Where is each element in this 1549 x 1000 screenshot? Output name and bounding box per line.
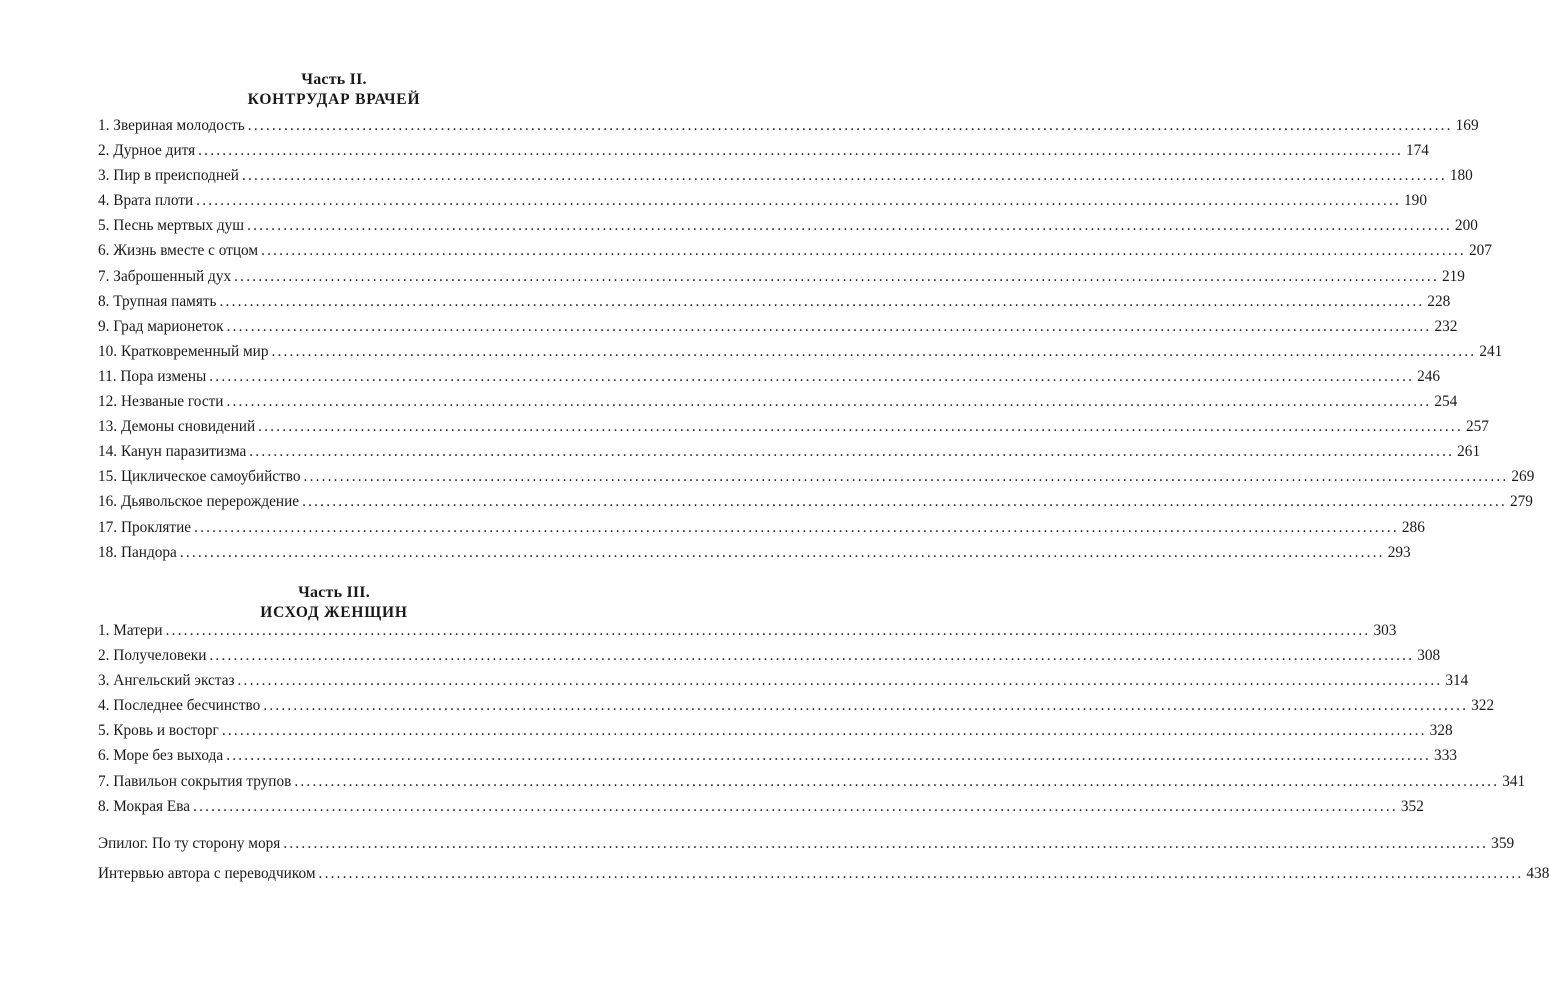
- toc-entry-title: 2. Дурное дитя: [98, 142, 196, 160]
- toc-row: [98, 418, 1489, 443]
- toc-row: [98, 772, 1526, 798]
- toc-dot-leader: ........................................................................................................................................................................................................: [258, 418, 1463, 436]
- toc-entry-title: 4. Последнее бесчинство: [98, 697, 261, 715]
- toc-dot-leader: ........................................................................................................................................................................................................: [209, 647, 1415, 665]
- part-3-label: Часть III.: [298, 584, 370, 601]
- toc-dot-leader: ........................................................................................................................................................................................................: [261, 242, 1466, 260]
- toc-entry-page: 207: [1468, 242, 1492, 260]
- toc-entry-page: 254: [1434, 393, 1458, 411]
- toc-entry-title: 1. Звериная молодость: [98, 117, 245, 134]
- toc-entry-title: 7. Павильон сокрытия трупов: [98, 772, 292, 790]
- toc-entry-title: 14. Канун паразитизма: [98, 443, 247, 461]
- toc-entry-page: 261: [1457, 443, 1481, 461]
- toc-entry-title: 8. Трупная память: [98, 292, 217, 310]
- toc-entry-page: 257: [1465, 418, 1489, 436]
- toc-row: [98, 142, 1429, 167]
- toc-entry-page: 322: [1471, 697, 1495, 715]
- toc-entry-title: 10. Кратковременный мир: [98, 342, 269, 360]
- toc-entry-page: 180: [1449, 167, 1473, 185]
- toc-row: [98, 317, 1458, 343]
- toc-entry-title: 5. Кровь и восторг: [98, 722, 219, 740]
- toc-dot-leader: ........................................................................................................................................................................................................: [219, 292, 1425, 310]
- toc-entry-page: 333: [1434, 747, 1457, 765]
- toc-entry-title: 16. Дьявольское перерождение: [98, 493, 300, 511]
- toc-row: [98, 518, 1425, 544]
- toc-entry-page: 341: [1502, 772, 1526, 790]
- toc-row: [98, 192, 1427, 217]
- toc-dot-leader: ........................................................................................................................................................................................................: [196, 192, 1402, 210]
- toc-entry-page: 241: [1479, 342, 1503, 360]
- toc-entry-title: Интервью автора с переводчиком: [98, 865, 316, 882]
- toc-entry-page: 293: [1387, 543, 1411, 561]
- toc-row: [98, 443, 1481, 468]
- toc-dot-leader: ........................................................................................................................................................................................................: [318, 865, 1524, 882]
- toc-dot-leader: ........................................................................................................................................................................................................: [242, 167, 1447, 185]
- toc-dot-leader: ........................................................................................................................................................................................................: [249, 443, 1455, 461]
- toc-row: [98, 722, 1453, 747]
- part-2-heading: [98, 70, 570, 110]
- toc-row: [98, 242, 1492, 267]
- part-3-heading: [98, 583, 570, 623]
- toc-dot-leader: ........................................................................................................................................................................................................: [226, 317, 1432, 335]
- toc-entry-page: 359: [1491, 835, 1515, 852]
- toc-dot-leader: ........................................................................................................................................................................................................: [263, 697, 1469, 715]
- toc-entry-title: 15. Циклическое самоубийство: [98, 468, 301, 486]
- toc-entry-title: 9. Град марионеток: [98, 317, 224, 335]
- toc-row: [98, 493, 1533, 518]
- toc-row: [98, 747, 1457, 772]
- toc-dot-leader: ........................................................................................................................................................................................................: [209, 367, 1415, 385]
- toc-dot-leader: ........................................................................................................................................................................................................: [221, 722, 1427, 740]
- toc-entry-title: Эпилог. По ту сторону моря: [98, 835, 281, 852]
- toc-entry-page: 352: [1400, 797, 1424, 815]
- toc-row: [98, 672, 1469, 697]
- toc-entry-page: 279: [1509, 493, 1533, 511]
- toc-entry-page: 219: [1441, 267, 1465, 285]
- toc-row: [98, 267, 1465, 293]
- toc-entry-page: 314: [1445, 672, 1469, 690]
- toc-row: [98, 543, 1411, 569]
- toc-entry-page: 303: [1373, 622, 1397, 639]
- toc-row: [98, 342, 1503, 368]
- toc-entry-page: 200: [1454, 217, 1478, 235]
- toc-row: [98, 647, 1441, 672]
- toc-row-interview: [98, 865, 1549, 890]
- toc-dot-leader: ........................................................................................................................................................................................................: [234, 267, 1439, 285]
- toc-dot-leader: ........................................................................................................................................................................................................: [226, 393, 1432, 411]
- toc-dot-leader: ........................................................................................................................................................................................................: [193, 797, 1398, 815]
- toc-dot-leader: ........................................................................................................................................................................................................: [247, 117, 1453, 134]
- toc-entry-page: 286: [1401, 518, 1425, 536]
- part-2-toc-list: [98, 117, 1535, 569]
- toc-dot-leader: ........................................................................................................................................................................................................: [194, 518, 1399, 536]
- part-2-title: КОНТРУДАР ВРАЧЕЙ: [247, 91, 421, 108]
- toc-entry-title: 11. Пора измены: [98, 367, 207, 385]
- toc-entry-title: 5. Песнь мертвых душ: [98, 217, 245, 235]
- toc-entry-title: 3. Пир в преисподней: [98, 167, 239, 185]
- part-3-title: ИСХОД ЖЕНЩИН: [260, 604, 408, 621]
- toc-dot-leader: ........................................................................................................................................................................................................: [226, 747, 1432, 765]
- toc-entry-title: 1. Матери: [98, 622, 163, 639]
- toc-dot-leader: ........................................................................................................................................................................................................: [247, 217, 1452, 235]
- toc-entry-page: 169: [1455, 117, 1479, 134]
- toc-entry-page: 438: [1526, 865, 1549, 882]
- toc-entry-page: 246: [1417, 367, 1441, 385]
- toc-entry-page: 228: [1427, 292, 1451, 310]
- toc-entry-title: 6. Море без выхода: [98, 747, 224, 765]
- toc-entry-title: 2. Получеловеки: [98, 647, 207, 665]
- toc-dot-leader: ........................................................................................................................................................................................................: [198, 142, 1403, 160]
- toc-row: [98, 117, 1479, 142]
- toc-dot-leader: ........................................................................................................................................................................................................: [165, 622, 1371, 639]
- toc-entry-title: 17. Проклятие: [98, 518, 192, 536]
- toc-entry-title: 8. Мокрая Ева: [98, 797, 191, 815]
- toc-entry-title: 7. Заброшенный дух: [98, 267, 232, 285]
- toc-entry-title: 6. Жизнь вместе с отцом: [98, 242, 259, 260]
- toc-entry-page: 174: [1406, 142, 1429, 160]
- toc-dot-leader: ........................................................................................................................................................................................................: [237, 672, 1443, 690]
- toc-dot-leader: ........................................................................................................................................................................................................: [271, 342, 1477, 360]
- toc-entry-title: 12. Незваные гости: [98, 393, 224, 411]
- toc-entry-page: 308: [1417, 647, 1441, 665]
- toc-row: [98, 622, 1397, 647]
- toc-dot-leader: ........................................................................................................................................................................................................: [294, 772, 1500, 790]
- toc-entry-title: 3. Ангельский экстаз: [98, 672, 235, 690]
- toc-entry-title: 18. Пандора: [98, 543, 177, 561]
- toc-row: [98, 468, 1535, 493]
- toc-row-epilogue: [98, 835, 1515, 860]
- toc-entry-page: 190: [1404, 192, 1427, 210]
- toc-row: [98, 167, 1473, 192]
- toc-dot-leader: ........................................................................................................................................................................................................: [179, 543, 1385, 561]
- toc-row: [98, 367, 1441, 393]
- part-3-toc-list: [98, 622, 1526, 823]
- toc-row: [98, 292, 1451, 318]
- toc-dot-leader: ........................................................................................................................................................................................................: [303, 468, 1509, 486]
- toc-entry-title: 13. Демоны сновидений: [98, 418, 256, 436]
- toc-entry-title: 4. Врата плоти: [98, 192, 194, 210]
- toc-entry-page: 269: [1511, 468, 1535, 486]
- toc-row: [98, 393, 1458, 418]
- toc-dot-leader: ........................................................................................................................................................................................................: [302, 493, 1507, 511]
- toc-entry-page: 328: [1429, 722, 1453, 740]
- toc-row: [98, 797, 1424, 823]
- part-2-label: Часть II.: [301, 71, 367, 88]
- toc-row: [98, 217, 1478, 242]
- toc-entry-page: 232: [1434, 317, 1458, 335]
- toc-dot-leader: ........................................................................................................................................................................................................: [283, 835, 1489, 852]
- toc-row: [98, 697, 1495, 722]
